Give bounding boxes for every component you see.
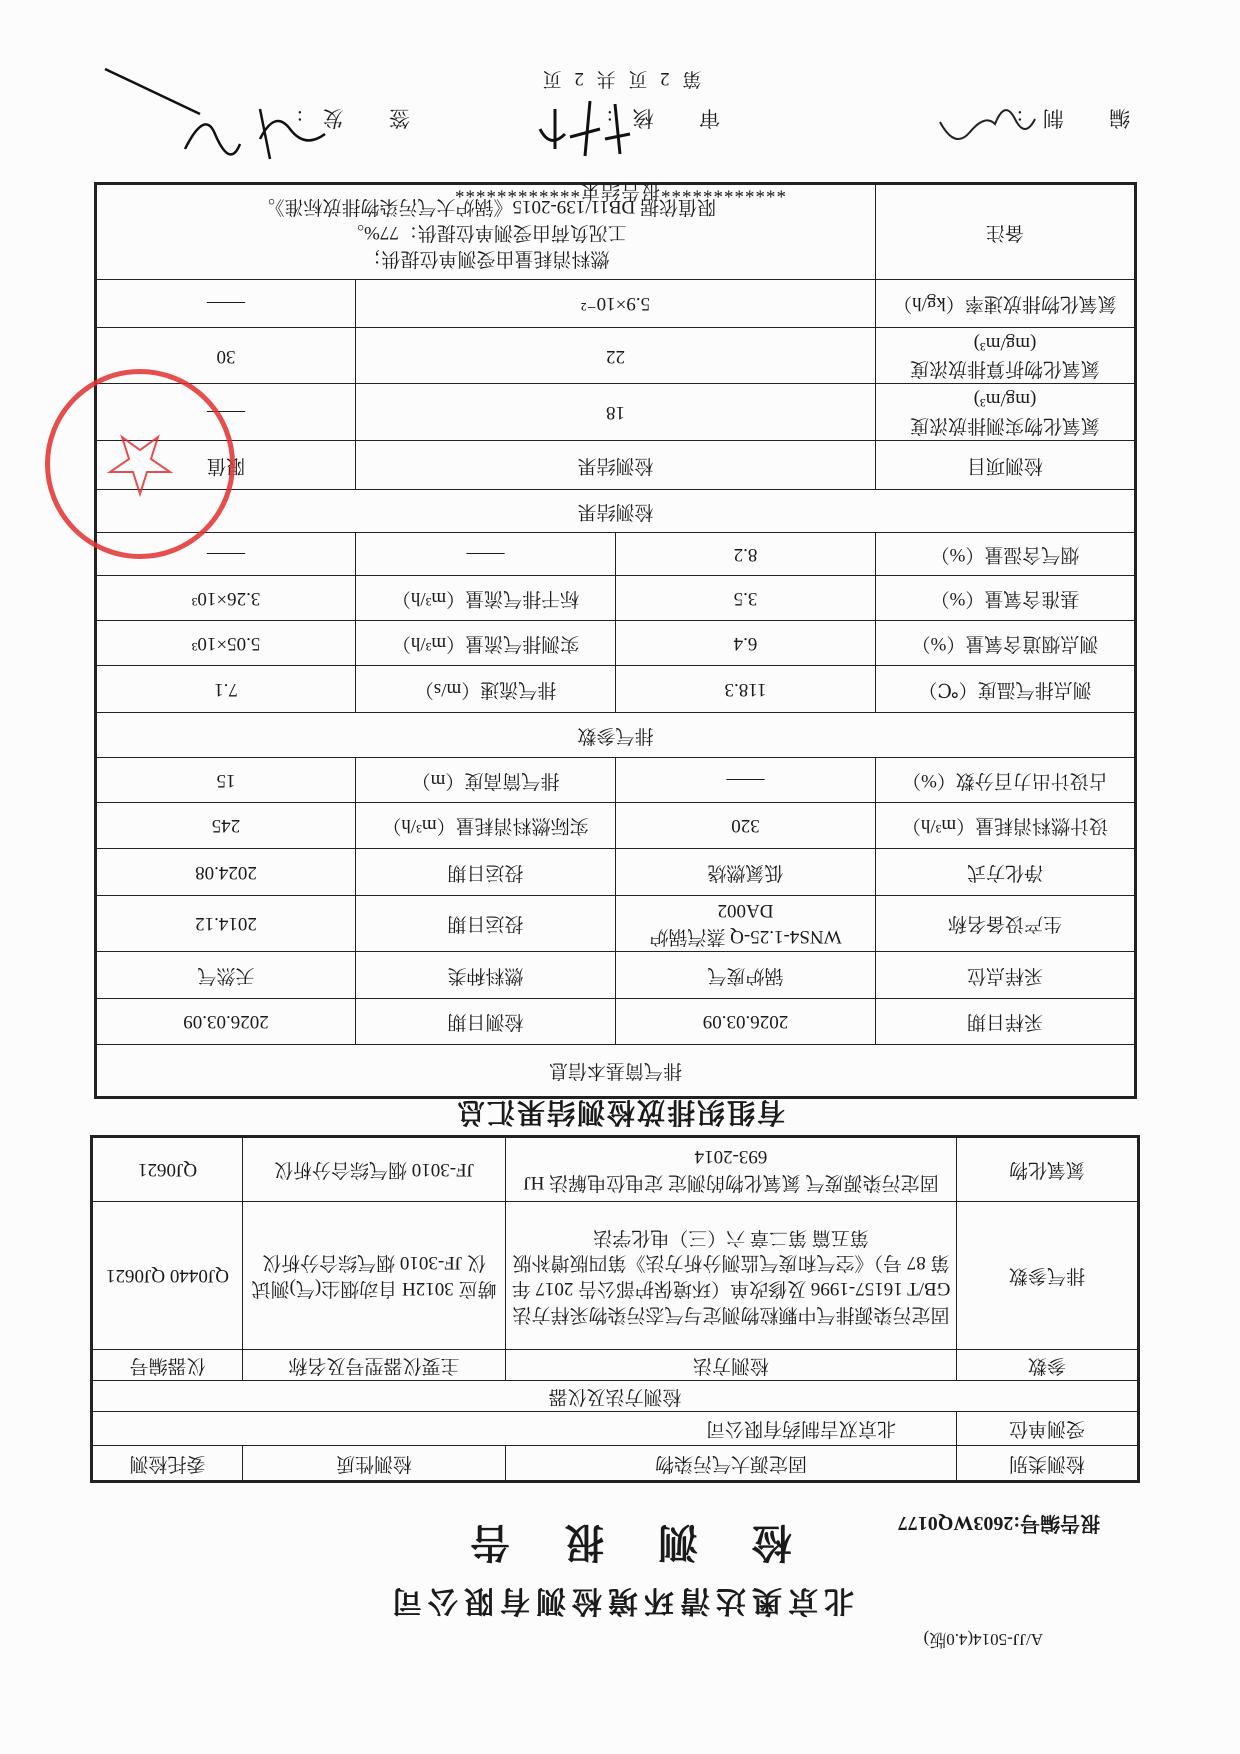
table-cell: 生产设备名称: [876, 895, 1136, 951]
seal-star-icon: [50, 374, 230, 554]
table-cell: 3.5: [616, 575, 876, 620]
company-seal: [45, 369, 235, 559]
remark-line: 燃料消耗量由受测单位提供；: [362, 247, 610, 269]
unit-value: 北京双吉制药有限公司: [92, 1412, 957, 1446]
nature-label: 检测性质: [243, 1446, 506, 1482]
results-title: 检测结果: [95, 489, 1135, 532]
table-cell: 8.2: [616, 532, 876, 575]
col-header: 参数: [957, 1350, 1139, 1381]
remark-line: 工况负荷由受测单位提供：77%。: [345, 221, 627, 243]
table-cell: ——: [95, 384, 355, 440]
remark-line: 限值依据 DB11/139-2015《锅炉大气污染物排放标准》。: [255, 196, 717, 218]
method-cell: 固定污染源废气 氮氧化物的测定 定电位电解法 HJ 693-2014: [506, 1137, 957, 1202]
table-row: [95, 757, 1135, 802]
summary-title: 有组织排放检测结果汇总: [455, 1096, 786, 1127]
company-name: 北京奥达清环境检测有限公司: [386, 1584, 854, 1617]
table-row: [95, 848, 1135, 895]
method-cell: 固定污染源排气中颗粒物测定与气态污染物采样方法 GB/T 16157-1996 及修改单（环境保护部公告 2017 年第 87 号）《空气和废气监测分析方法》第四版增补版 第五篇 第二章 六（三）电化学法: [506, 1202, 957, 1350]
col-header: 主要仪器型号及名称: [243, 1350, 506, 1381]
col-header: 仪器编号: [92, 1350, 243, 1381]
table-cell: 低氮燃烧: [616, 848, 876, 895]
table-cell: 采样点位: [876, 952, 1136, 999]
report-number: 报告编号:2603WQ0177: [897, 1512, 1100, 1534]
table-cell: 检测日期: [356, 999, 616, 1045]
table-cell: 30: [95, 328, 355, 384]
table-row: [95, 802, 1135, 848]
table-row: [92, 1137, 1139, 1202]
category-label: 检测类别: [957, 1446, 1139, 1482]
table-cell: 2026.03.09: [95, 999, 355, 1045]
table-cell: 22: [356, 328, 876, 384]
table-row: [95, 665, 1135, 712]
col-header: 检测方法: [506, 1350, 957, 1381]
table-cell: ——: [95, 532, 355, 575]
col-header: 检测项目: [876, 440, 1136, 489]
table-cell: 投运日期: [356, 848, 616, 895]
table-cell: 锅炉废气: [616, 952, 876, 999]
stack-title: 排气筒基本信息: [95, 1045, 1135, 1098]
table-cell: 18: [356, 384, 876, 440]
issuer-label: 签 发:: [276, 106, 410, 130]
reviewer-label: 审 核:: [586, 106, 720, 130]
table-cell: 氮氧化物折算排放浓度(mg/m³): [876, 328, 1136, 384]
table-cell: ——: [616, 757, 876, 802]
table-cell: 标干排气流量（m³/h）: [356, 575, 616, 620]
methods-table: [90, 1135, 1140, 1483]
col-header: 限值: [95, 440, 355, 489]
methods-title: 检测方法及仪器: [92, 1381, 1139, 1412]
page-number: 第 2 页 共 2 页: [538, 68, 702, 89]
results-table: [94, 182, 1137, 1099]
instrument-id-cell: QJ0621: [92, 1137, 243, 1202]
table-cell: 3.26×10³: [95, 575, 355, 620]
table-cell: 5.05×10³: [95, 620, 355, 665]
table-row: [95, 952, 1135, 999]
table-cell: 烟气含湿量（%）: [876, 532, 1136, 575]
table-cell: 7.1: [95, 665, 355, 712]
table-cell: 245: [95, 802, 355, 848]
table-cell: 采样日期: [876, 999, 1136, 1045]
param-cell: 氮氧化物: [957, 1137, 1139, 1202]
table-cell: 6.4: [616, 620, 876, 665]
table-row: [95, 895, 1135, 951]
table-cell: ——: [95, 280, 355, 328]
table-cell: 排气流速（m/s）: [356, 665, 616, 712]
nature-value: 委托检测: [92, 1446, 243, 1482]
table-row: [95, 328, 1135, 384]
table-cell: 占设计出力百分数（%）: [876, 757, 1136, 802]
table-cell: 实测排气流量（m³/h）: [356, 620, 616, 665]
table-cell: 118.3: [616, 665, 876, 712]
table-row: [92, 1202, 1139, 1350]
table-cell: 天然气: [95, 952, 355, 999]
compiler-label: 编 制:: [996, 106, 1130, 130]
instrument-cell: 崂应 3012H 自动烟尘(气)测试仪 JF-3010 烟气综合分析仪: [243, 1202, 506, 1350]
table-row: [95, 280, 1135, 328]
table-cell: WNS4-1.25-Q 蒸汽锅炉 DA002: [616, 895, 876, 951]
table-cell: 实际燃料消耗量（m³/h）: [356, 802, 616, 848]
compiler-signature: [930, 104, 1040, 144]
table-cell: 测点排气温度（℃）: [876, 665, 1136, 712]
remarks-label: 备注: [876, 184, 1136, 280]
table-row: [95, 532, 1135, 575]
table-cell: 排气筒高度（m）: [356, 757, 616, 802]
table-cell: 2026.03.09: [616, 999, 876, 1045]
table-row: [95, 575, 1135, 620]
table-cell: 2024.08: [95, 848, 355, 895]
table-cell: 投运日期: [356, 895, 616, 951]
table-cell: 测点烟道含氧量（%）: [876, 620, 1136, 665]
table-cell: 5.9×10⁻²: [356, 280, 876, 328]
table-cell: 氮氧化物实测排放浓度(mg/m³): [876, 384, 1136, 440]
table-cell: 氮氧化物排放速率（kg/h）: [876, 280, 1136, 328]
table-row: [95, 620, 1135, 665]
table-cell: 320: [616, 802, 876, 848]
report-title: 检 测 报 告: [448, 1520, 792, 1565]
reviewer-signature: [530, 94, 640, 164]
table-cell: 基准含氧量（%）: [876, 575, 1136, 620]
table-cell: 净化方式: [876, 848, 1136, 895]
param-cell: 排气参数: [957, 1202, 1139, 1350]
table-cell: 15: [95, 757, 355, 802]
table-row: [95, 999, 1135, 1045]
col-header: 检测结果: [356, 440, 876, 489]
table-row: [95, 384, 1135, 440]
table-cell: 燃料种类: [356, 952, 616, 999]
category-value: 固定源大气污染物: [506, 1446, 957, 1482]
instrument-id-cell: QJ0440 QJ0621: [92, 1202, 243, 1350]
table-cell: ——: [356, 532, 616, 575]
exhaust-title: 排气参数: [95, 712, 1135, 757]
form-code: A/JJ-5014(4.0版): [923, 1630, 1043, 1649]
unit-label: 受测单位: [957, 1412, 1139, 1446]
instrument-cell: JF-3010 烟气综合分析仪: [243, 1137, 506, 1202]
report-end-line: ************报告结束************: [454, 180, 787, 201]
table-cell: 设计燃料消耗量（m³/h）: [876, 802, 1136, 848]
table-cell: 2014.12: [95, 895, 355, 951]
